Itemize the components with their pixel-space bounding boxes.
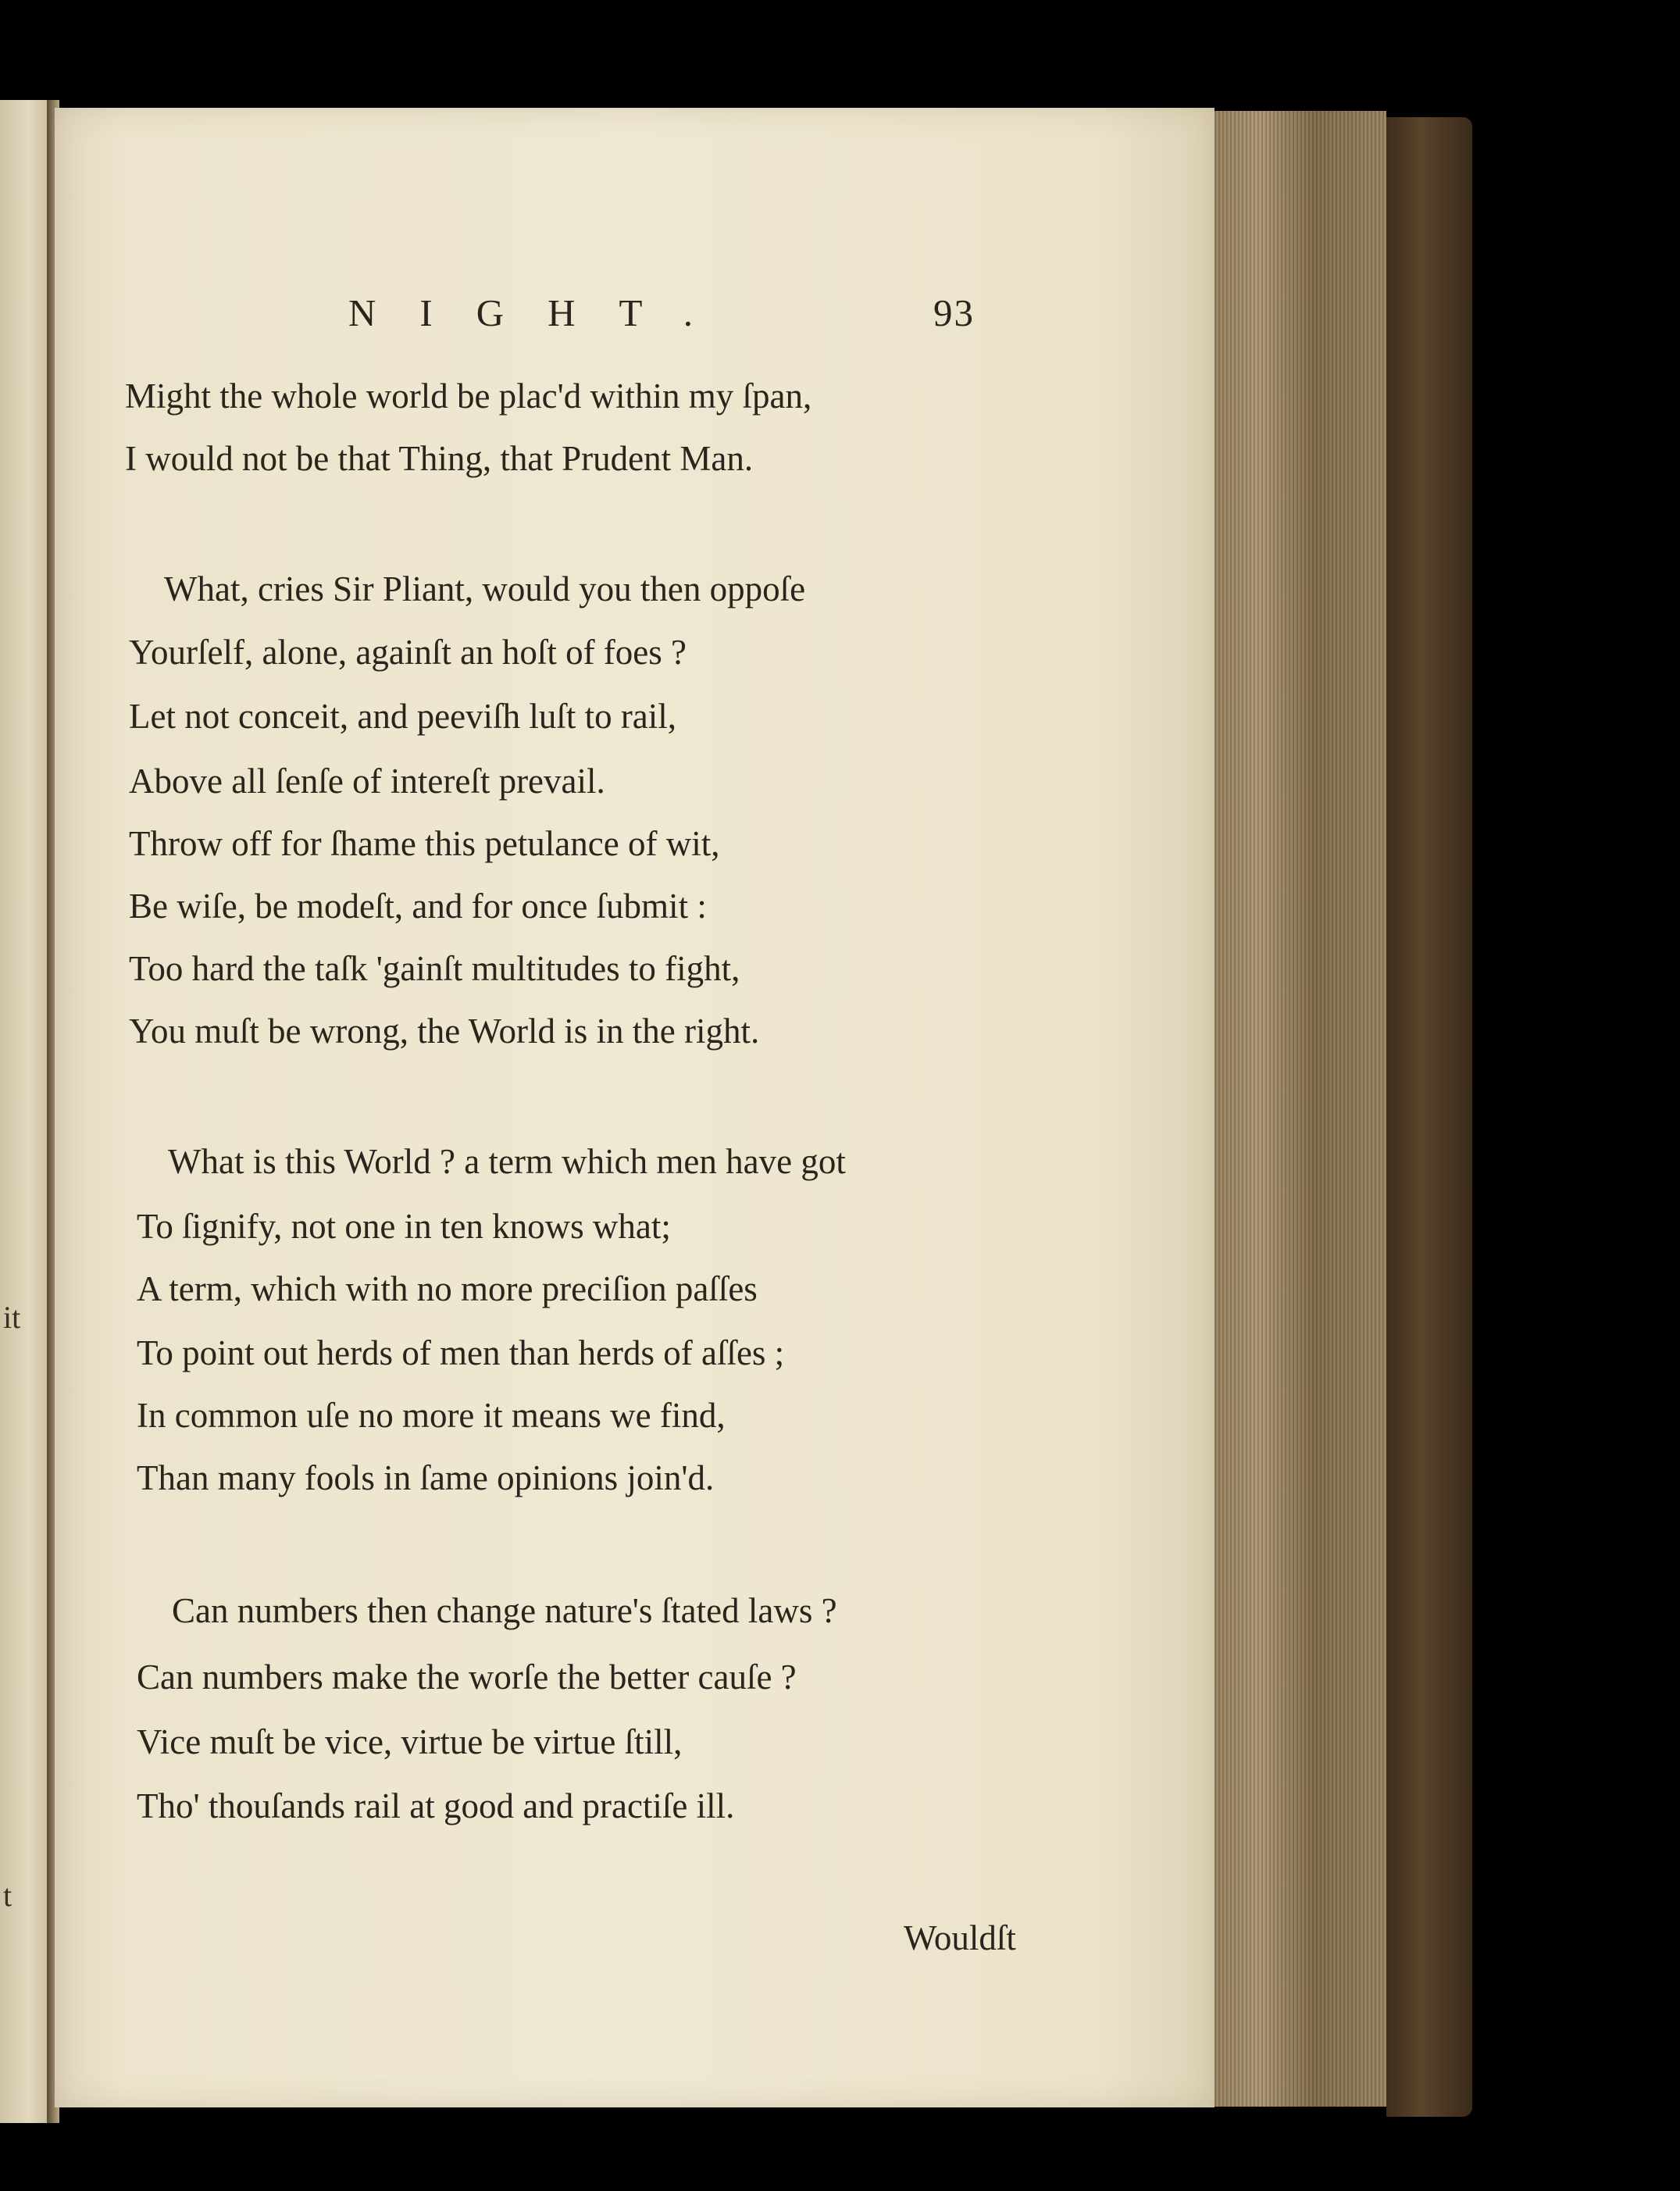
facing-page-fragment: t [3, 1878, 12, 1913]
verse-line: Tho' thouſands rail at good and practiſe ill. [137, 1786, 735, 1825]
book-cover-edge [1386, 117, 1472, 2117]
verse-line: To point out herds of men than herds of aſſes ; [137, 1333, 785, 1372]
verse-line: Throw off for ſhame this petulance of wit, [129, 824, 720, 863]
catchword: Wouldſt [904, 1918, 1016, 1957]
facing-page-fragment: it [3, 1300, 21, 1335]
verse-line: Let not conceit, and peeviſh luſt to rail, [129, 697, 677, 736]
verse-line: What is this World ? a term which men have got [168, 1142, 846, 1181]
verse-line: Above all ſenſe of intereſt prevail. [129, 762, 605, 801]
verse-line: Can numbers then change nature's ſtated laws ? [172, 1591, 837, 1630]
facing-page-edge [0, 100, 48, 2123]
page-block-edge [1207, 111, 1386, 2107]
verse-line: Than many fools in ſame opinions join'd. [137, 1458, 715, 1497]
verse-line: Can numbers make the worſe the better cauſe ? [137, 1658, 797, 1697]
verse-line: Vice muſt be vice, virtue be virtue ſtill, [137, 1722, 683, 1761]
running-title: NIGHT. [348, 291, 737, 334]
verse-line: To ſignify, not one in ten knows what; [137, 1207, 671, 1246]
verse-line: I would not be that Thing, that Prudent Man. [125, 439, 754, 478]
verse-line: You muſt be wrong, the World is in the right. [129, 1012, 760, 1051]
verse-line: Yourſelf, alone, againſt an hoſt of foes ? [129, 633, 687, 672]
verse-line: Be wiſe, be modeſt, and for once ſubmit : [129, 887, 707, 926]
page-number: 93 [933, 291, 975, 334]
verse-line: A term, which with no more preciſion paſſes [137, 1269, 758, 1308]
verse-line: In common uſe no more it means we find, [137, 1396, 726, 1435]
verse-line: What, cries Sir Pliant, would you then oppoſe [164, 569, 806, 608]
verse-line: Might the whole world be plac'd within my ſpan, [125, 376, 812, 416]
verse-line: Too hard the taſk 'gainſt multitudes to fight, [129, 949, 740, 988]
